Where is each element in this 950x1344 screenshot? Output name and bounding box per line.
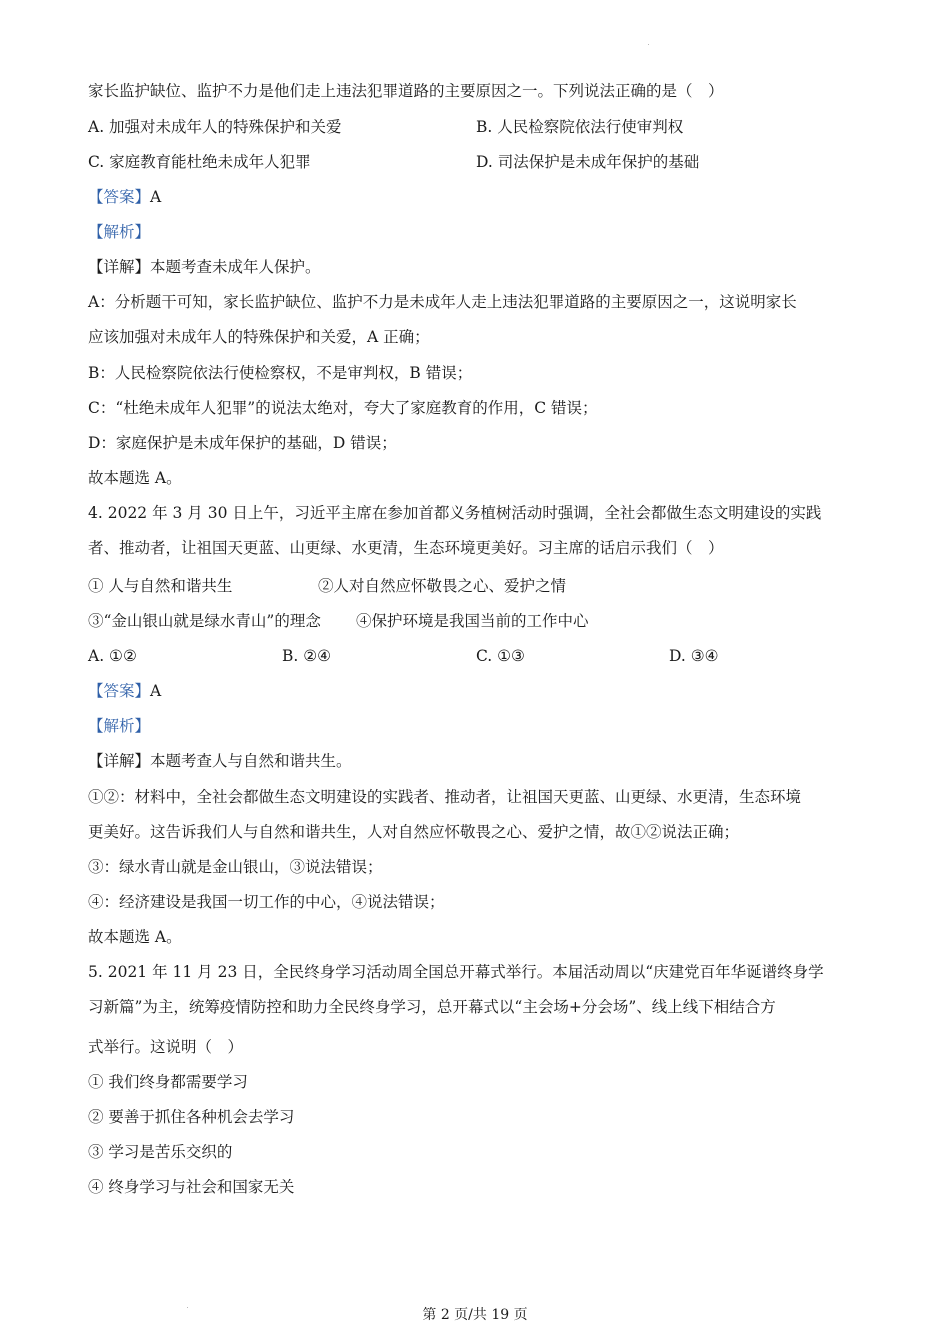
q5-statement-2: ② 要善于抓住各种机会去学习: [88, 1108, 295, 1126]
q4-conclusion: 故本题选 A。: [88, 928, 182, 946]
q4-statement-3: ③“金山银山就是绿水青山”的理念: [88, 612, 321, 630]
q3-explanation-c: C：“杜绝未成年人犯罪”的说法太绝对，夸大了家庭教育的作用，C 错误；: [88, 399, 598, 417]
q5-statement-1: ① 我们终身都需要学习: [88, 1073, 248, 1091]
q4-explanation-3: ③：绿水青山就是金山银山，③说法错误；: [88, 858, 383, 876]
answer-value: A: [150, 188, 162, 206]
q4-statement-4: ④保护环境是我国当前的工作中心: [356, 612, 589, 630]
q4-explanation-4: ④：经济建设是我国一切工作的中心，④说法错误；: [88, 893, 445, 911]
q4-option-a: A. ①②: [88, 647, 137, 665]
q4-detail: 【详解】本题考查人与自然和谐共生。: [88, 752, 352, 770]
q3-option-c: C. 家庭教育能杜绝未成年人犯罪: [88, 153, 311, 171]
q3-explanation-d: D：家庭保护是未成年保护的基础，D 错误；: [88, 434, 397, 452]
q4-statement-2: ②人对自然应怀敬畏之心、爱护之情: [318, 577, 567, 595]
q4-explanation-12-cont: 更美好。这告诉我们人与自然和谐共生，人对自然应怀敬畏之心、爱护之情，故①②说法正确；: [88, 823, 740, 841]
q4-stem-line-2: 者、推动者，让祖国天更蓝、山更绿、水更清，生态环境更美好。习主席的话启示我们（ ）: [88, 539, 724, 557]
q5-stem-line-2: 习新篇”为主，统筹疫情防控和助力全民终身学习，总开幕式以“主会场+分会场”、线上线下相结合方: [88, 998, 776, 1016]
q3-detail: 【详解】本题考查未成年人保护。: [88, 258, 321, 276]
answer-tag: 【答案】: [88, 188, 151, 206]
answer-tag: 【答案】: [88, 682, 151, 700]
q4-option-c: C. ①③: [476, 647, 525, 665]
page-number-footer: 第 2 页/共 19 页: [422, 1307, 528, 1323]
scan-speck: [187, 1307, 188, 1308]
q4-option-b: B. ②④: [282, 647, 332, 665]
q5-statement-4: ④ 终身学习与社会和国家无关: [88, 1178, 295, 1196]
q3-option-b: B. 人民检察院依法行使审判权: [476, 118, 684, 136]
q3-conclusion: 故本题选 A。: [88, 469, 182, 487]
q4-stem-line-1: 4. 2022 年 3 月 30 日上午，习近平主席在参加首都义务植树活动时强调，全社会都做生态文明建设的实践: [88, 504, 822, 522]
answer-value: A: [150, 682, 162, 700]
q3-analysis-tag: 【解析】: [88, 223, 151, 241]
q5-statement-3: ③ 学习是苦乐交织的: [88, 1143, 233, 1161]
q4-statement-1: ① 人与自然和谐共生: [88, 577, 233, 595]
q5-stem-line-3: 式举行。这说明（ ）: [88, 1038, 244, 1056]
scan-speck: [648, 44, 649, 45]
q3-answer-line: [88, 187, 161, 207]
q3-explanation-a: A：分析题干可知，家长监护缺位、监护不力是未成年人走上违法犯罪道路的主要原因之一，这说明家长: [88, 293, 797, 311]
q5-stem-line-1: 5. 2021 年 11 月 23 日，全民终身学习活动周全国总开幕式举行。本届活动周以“庆建党百年华诞谱终身学: [88, 963, 824, 981]
q3-stem: 家长监护缺位、监护不力是他们走上违法犯罪道路的主要原因之一。下列说法正确的是（ ）: [88, 82, 724, 100]
q4-analysis-tag: 【解析】: [88, 717, 151, 735]
q4-answer-line: [88, 681, 161, 701]
q3-option-a: A. 加强对未成年人的特殊保护和关爱: [88, 118, 342, 136]
q3-explanation-b: B：人民检察院依法行使检察权，不是审判权，B 错误；: [88, 364, 473, 382]
q4-option-d: D. ③④: [669, 647, 719, 665]
q3-explanation-a-cont: 应该加强对未成年人的特殊保护和关爱，A 正确；: [88, 328, 430, 346]
q3-option-d: D. 司法保护是未成年保护的基础: [476, 153, 700, 171]
q4-explanation-12: ①②：材料中，全社会都做生态文明建设的实践者、推动者，让祖国天更蓝、山更绿、水更清，生态环境: [88, 788, 802, 806]
